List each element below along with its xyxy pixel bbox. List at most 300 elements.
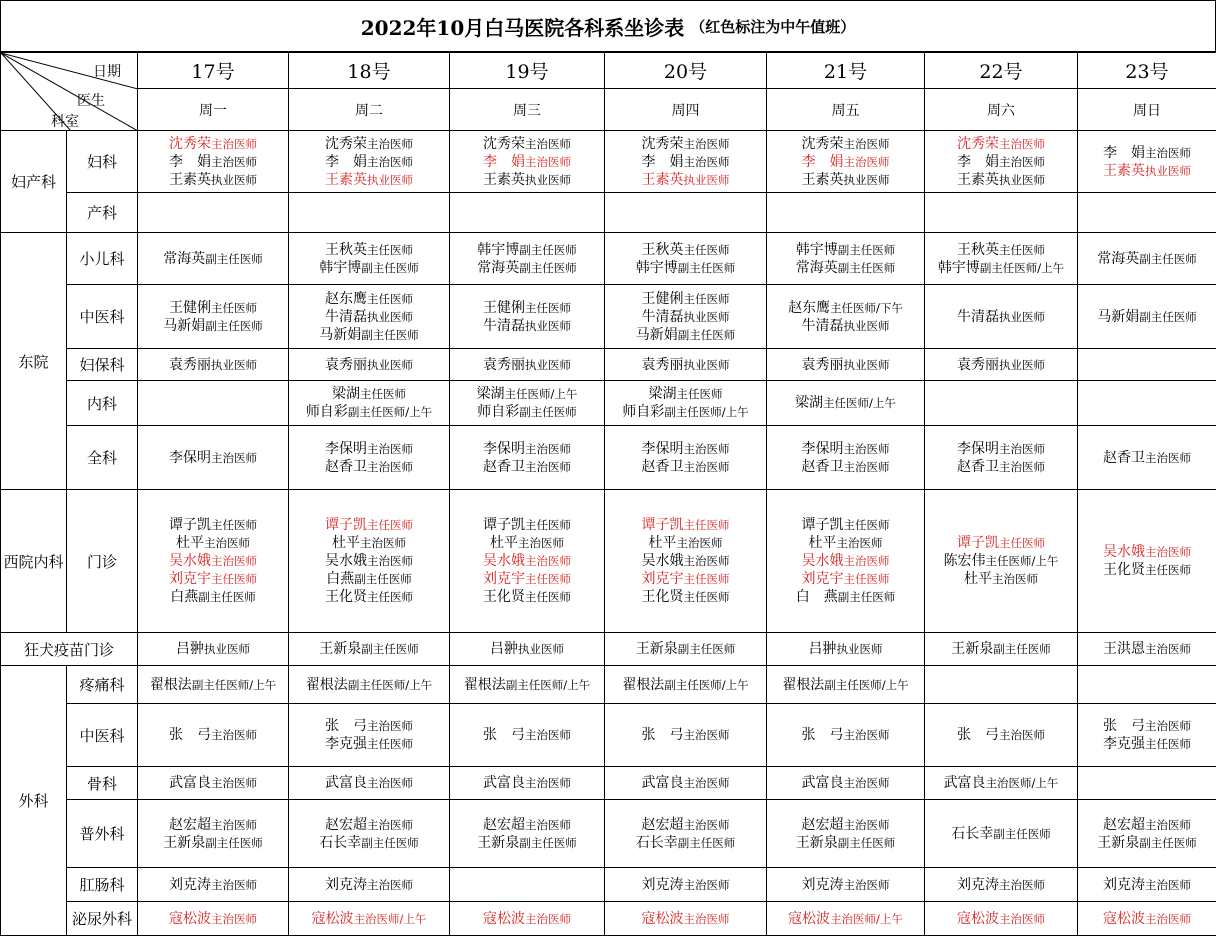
doctor-title: 主任医师: [999, 242, 1045, 257]
schedule-cell: [767, 233, 925, 285]
date-header: 22号: [925, 53, 1078, 89]
doctor-name: 张 弓: [801, 727, 844, 743]
doctor-entry: [289, 259, 449, 277]
doctor-entry: [138, 640, 288, 658]
doctor-name: 翟根法: [463, 676, 506, 693]
schedule-cell: [289, 666, 450, 704]
doctor-title: 主治医师: [683, 441, 730, 456]
schedule-cell: [289, 349, 450, 381]
doctor-name: 王新泉: [795, 834, 838, 851]
doctor-title: 副主任医师: [1139, 251, 1197, 266]
schedule-cell: [450, 193, 605, 233]
schedule-row: [1, 868, 1216, 902]
doctor-entry: [925, 876, 1077, 894]
doctor-title: 副主任医师: [1139, 309, 1197, 324]
schedule-cell: [289, 193, 450, 233]
doctor-entry: [605, 308, 766, 326]
schedule-cell: [138, 490, 289, 633]
doctor-entry: [289, 308, 449, 326]
doctor-name: 沈秀荣: [483, 135, 525, 152]
doctor-entry: [767, 774, 924, 792]
doctor-name: 韩宇博: [477, 241, 520, 258]
doctor-title: 主治医师: [1145, 877, 1191, 892]
doctor-title: 主治医师: [683, 154, 730, 169]
schedule-row: [1, 666, 1216, 704]
schedule-cell: [289, 285, 450, 349]
doctor-entry: [138, 153, 288, 171]
doctor-title: 主治医师: [204, 536, 250, 550]
doctor-name: 王秋英: [641, 241, 684, 258]
doctor-name: 袁秀丽: [957, 356, 999, 373]
doctor-title: 执业医师: [683, 309, 730, 324]
schedule-cell: [605, 285, 767, 349]
doctor-entry: [605, 910, 766, 928]
doctor-entry: [289, 171, 449, 189]
doctor-name: 杜平: [808, 535, 837, 551]
schedule-cell: [289, 704, 450, 767]
doctor-entry: [289, 676, 449, 694]
doctor-name: 赵香卫: [325, 458, 367, 475]
doctor-entry: [767, 259, 924, 277]
doctor-entry: [1078, 561, 1216, 579]
schedule-cell: [605, 490, 767, 633]
dept-label: 科室: [51, 114, 79, 130]
doctor-entry: [1078, 449, 1216, 467]
doctor-entry: [605, 458, 766, 476]
doctor-title: 主治医师: [211, 728, 257, 742]
schedule-cell: [138, 381, 289, 426]
department-cell: 外科: [1, 666, 67, 936]
sub-department-cell: 普外科: [67, 800, 138, 868]
doctor-title: 主任医师: [367, 737, 413, 751]
doctor-name: 袁秀丽: [325, 356, 367, 373]
doctor-name: 李保明: [957, 440, 999, 457]
doctor-title: 主治医师: [1145, 911, 1191, 926]
doctor-name: 韩宇博: [635, 259, 678, 276]
sub-department-cell: 全科: [67, 426, 138, 490]
doctor-name: 刘克涛: [957, 876, 999, 893]
doctor-title: 副主任医师: [205, 318, 263, 333]
doctor-name: 王新泉: [477, 834, 520, 851]
doctor-entry: [450, 317, 604, 335]
doctor-entry: [450, 534, 604, 552]
doctor-name: 吴水娥: [801, 553, 844, 569]
department-cell: 妇产科: [1, 131, 67, 233]
doctor-title: 副主任医师/上午: [979, 260, 1065, 275]
doctor-title: 副主任医师/上午: [347, 677, 433, 692]
doctor-name: 赵宏超: [1103, 816, 1145, 833]
doctor-entry: [450, 385, 604, 403]
doctor-title: 主治医师: [1145, 450, 1191, 465]
doctor-title: 执业医师: [1145, 163, 1191, 178]
doctor-entry: [605, 440, 766, 458]
doctor-entry: [138, 516, 288, 534]
date-header: 21号: [767, 53, 925, 89]
doctor-name: 寇松波: [788, 910, 831, 927]
doctor-entry: [767, 876, 924, 894]
schedule-cell: [138, 193, 289, 233]
doctor-name: 李 娟: [801, 153, 844, 170]
doctor-name: 张 弓: [169, 727, 211, 743]
doctor-entry: [450, 774, 604, 792]
doctor-entry: [138, 299, 288, 317]
schedule-row: [1, 902, 1216, 936]
doctor-entry: [767, 135, 924, 153]
doctor-entry: [138, 317, 288, 335]
schedule-cell: [1078, 349, 1216, 381]
schedule-cell: [289, 381, 450, 426]
doctor-title: 主治医师: [211, 911, 257, 926]
doctor-name: 牛清磊: [957, 308, 999, 325]
doctor-title: 副主任医师: [677, 260, 736, 275]
doctor-name: 谭子凯: [483, 517, 525, 533]
doctor-name: 马新娟: [319, 326, 362, 343]
doctor-entry: [925, 153, 1077, 171]
doctor-title: 副主任医师: [361, 642, 419, 656]
doctor-name: 马新娟: [163, 317, 206, 334]
doctor-entry: [289, 588, 449, 606]
doctor-name: 王健俐: [169, 299, 211, 316]
date-header: 17号: [138, 53, 289, 89]
weekday-header: 周二: [289, 89, 450, 131]
doctor-name: 吕翀: [808, 641, 837, 657]
doctor-name: 刘克涛: [801, 876, 844, 893]
doctor-name: 王素英: [801, 171, 844, 188]
doctor-name: 李保明: [325, 440, 367, 457]
doctor-name: 李 娟: [483, 153, 525, 170]
schedule-cell: [450, 767, 605, 800]
schedule-cell: [289, 490, 450, 633]
doctor-entry: [138, 726, 288, 744]
doctor-entry: [767, 171, 924, 189]
doctor-title: 主任医师: [683, 291, 730, 306]
doctor-name: 王秋英: [325, 241, 367, 258]
doctor-title: 副主任医师/上午: [347, 405, 433, 419]
doctor-title: 执业医师: [518, 642, 564, 656]
doctor-title: 主治医师: [999, 136, 1045, 151]
doctor-name: 白燕: [170, 589, 199, 605]
schedule-cell: [1078, 490, 1216, 633]
doctor-name: 张 弓: [1103, 718, 1145, 734]
doctor-entry: [289, 910, 449, 928]
doctor-title: 主治医师: [1145, 145, 1191, 160]
doctor-name: 吴水娥: [169, 553, 211, 569]
doctor-name: 武富良: [483, 775, 525, 791]
doctor-title: 主治医师: [999, 728, 1045, 742]
date-header: 19号: [450, 53, 605, 89]
doctor-entry: [925, 640, 1077, 658]
doctor-title: 副主任医师: [993, 826, 1051, 841]
doctor-entry: [450, 640, 604, 658]
doctor-entry: [767, 440, 924, 458]
doctor-entry: [925, 726, 1077, 744]
doctor-entry: [925, 910, 1077, 928]
schedule-cell: [138, 233, 289, 285]
doctor-entry: [450, 816, 604, 834]
schedule-cell: [605, 868, 767, 902]
doctor-name: 李 娟: [641, 153, 684, 170]
doctor-title: 副主任医师/上午: [505, 677, 591, 692]
doctor-title: 主任医师/上午: [985, 554, 1059, 568]
doctor-title: 副主任医师/上午: [664, 405, 749, 419]
doctor-entry: [767, 299, 924, 317]
doctor-title: 主治医师: [1145, 642, 1191, 656]
schedule-cell: [450, 633, 605, 666]
doctor-title: 主治医师: [992, 572, 1038, 586]
schedule-cell: [767, 285, 925, 349]
title-note: （红色标注为中午值班）: [690, 17, 856, 36]
schedule-row: [1, 381, 1216, 426]
department-cell: 东院: [1, 233, 67, 490]
doctor-name: 王新泉: [635, 641, 678, 657]
schedule-cell: [289, 131, 450, 193]
doctor-title: 主治医师: [525, 776, 571, 790]
doctor-name: 赵香卫: [801, 458, 844, 475]
doctor-name: 谭子凯: [957, 535, 999, 551]
doctor-name: 马新娟: [1097, 308, 1140, 325]
doctor-entry: [925, 356, 1077, 374]
doctor-name: 吴水娥: [641, 553, 684, 569]
doctor-name: 赵香卫: [957, 458, 999, 475]
schedule-cell: [1078, 426, 1216, 490]
schedule-row: [1, 426, 1216, 490]
doctor-title: 副主任医师: [519, 242, 577, 257]
doctor-title: 主任医师: [843, 518, 890, 532]
doctor-name: 赵香卫: [483, 458, 525, 475]
doctor-title: 主治医师: [683, 817, 730, 832]
doctor-title: 主治医师: [683, 776, 730, 790]
sub-department-cell: 妇科: [67, 131, 138, 193]
doctor-name: 王素英: [957, 171, 999, 188]
doctor-name: 刘克涛: [325, 876, 367, 893]
doctor-name: 寇松波: [169, 910, 211, 927]
doctor-entry: [605, 774, 766, 792]
doctor-title: 主任医师: [683, 572, 730, 586]
doctor-title: 主任医师: [683, 518, 730, 532]
doctor-title: 主任医师: [999, 536, 1045, 550]
doctor-title: 主治医师: [843, 459, 890, 474]
doctor-entry: [289, 290, 449, 308]
doctor-entry: [767, 910, 924, 928]
doctor-name: 赵香卫: [1103, 449, 1145, 466]
doctor-title: 执业医师: [843, 357, 890, 372]
doctor-name: 张 弓: [957, 727, 999, 743]
schedule-cell: [925, 490, 1078, 633]
doctor-entry: [1078, 910, 1216, 928]
schedule-cell: [1078, 193, 1216, 233]
doctor-name: 王健俐: [483, 299, 525, 316]
doctor-title: 主任医师: [211, 572, 257, 586]
doctor-name: 寇松波: [311, 910, 354, 927]
schedule-cell: [1078, 381, 1216, 426]
schedule-cell: [450, 233, 605, 285]
doctor-entry: [450, 516, 604, 534]
doctor-name: 赵东鹰: [788, 299, 831, 316]
doctor-title: 主治医师: [843, 817, 890, 832]
doctor-title: 主治医师: [211, 450, 257, 465]
doctor-entry: [138, 876, 288, 894]
doctor-title: 主任医师: [367, 291, 413, 306]
doctor-name: 石长幸: [951, 825, 994, 842]
doctor-name: 沈秀荣: [169, 135, 211, 152]
schedule-cell: [1078, 285, 1216, 349]
page-title: [0, 0, 1216, 52]
schedule-cell: [1078, 131, 1216, 193]
doctor-name: 寇松波: [957, 910, 999, 927]
schedule-cell: [767, 633, 925, 666]
doctor-name: 韩宇博: [319, 259, 362, 276]
doctor-title: 副主任医师: [205, 251, 263, 266]
doctor-entry: [767, 356, 924, 374]
doctor-title: 主治医师: [367, 776, 413, 790]
schedule-cell: [605, 381, 767, 426]
doctor-title: 主任医师: [367, 590, 413, 604]
doctor-title: 执业医师: [999, 172, 1045, 187]
doctor-name: 沈秀荣: [325, 135, 367, 152]
corner-header: [1, 53, 138, 131]
doctor-title: 副主任医师: [519, 405, 577, 419]
doctor-name: 王洪恩: [1103, 641, 1145, 657]
doctor-entry: [925, 308, 1077, 326]
schedule-cell: [138, 666, 289, 704]
doctor-name: 吴水娥: [1103, 544, 1145, 560]
doctor-name: 王化贤: [483, 589, 525, 605]
doctor-title: 主治医师: [525, 136, 571, 151]
doctor-title: 执业医师: [843, 172, 890, 187]
schedule-cell: [1078, 704, 1216, 767]
schedule-cell: [138, 349, 289, 381]
doctor-name: 谭子凯: [641, 517, 684, 533]
doctor-name: 梁湖: [795, 395, 824, 411]
doctor-title: 主治医师: [999, 154, 1045, 169]
doctor-title: 主治医师: [211, 154, 257, 169]
doctor-entry: [925, 241, 1077, 259]
date-label: 日期: [93, 64, 121, 80]
doctor-name: 王素英: [169, 171, 211, 188]
doctor-entry: [289, 774, 449, 792]
sub-department-cell: 门诊: [67, 490, 138, 633]
doctor-name: 武富良: [801, 775, 844, 791]
doctor-title: 主任医师: [525, 590, 571, 604]
schedule-row: [1, 131, 1216, 193]
doctor-entry: [605, 516, 766, 534]
doctor-name: 马新娟: [635, 326, 678, 343]
doctor-name: 常海英: [795, 259, 838, 276]
doctor-name: 杜平: [490, 535, 518, 551]
doctor-title: 副主任医师: [205, 835, 263, 850]
schedule-cell: [1078, 800, 1216, 868]
doctor-title: 主治医师: [525, 459, 571, 474]
doctor-title: 主任医师: [525, 518, 571, 532]
schedule-row: [1, 349, 1216, 381]
doctor-name: 牛清磊: [325, 308, 367, 325]
doctor-title: 主任医师/上午: [823, 396, 896, 410]
doctor-entry: [767, 153, 924, 171]
doctor-name: 师自彩: [477, 404, 520, 420]
schedule-cell: [925, 349, 1078, 381]
doctor-title: 主任医师: [683, 590, 730, 604]
schedule-cell: [138, 426, 289, 490]
doctor-name: 李保明: [483, 440, 525, 457]
doctor-entry: [138, 135, 288, 153]
doctor-title: 副主任医师: [993, 642, 1051, 656]
sub-department-cell: 妇保科: [67, 349, 138, 381]
doctor-entry: [1078, 144, 1216, 162]
doctor-name: 常海英: [477, 259, 520, 276]
doctor-name: 沈秀荣: [801, 135, 844, 152]
doctor-entry: [450, 403, 604, 421]
doctor-title: 主任医师: [676, 387, 723, 401]
doctor-entry: [925, 825, 1077, 843]
doctor-name: 吴水娥: [325, 553, 367, 569]
doctor-label: 医生: [77, 93, 105, 109]
doctor-entry: [925, 458, 1077, 476]
doctor-name: 吴水娥: [483, 553, 525, 569]
doctor-name: 李克强: [1103, 736, 1145, 752]
schedule-row: [1, 490, 1216, 633]
doctor-name: 刘克涛: [1103, 876, 1145, 893]
doctor-title: 主治医师/上午: [353, 911, 427, 926]
doctor-entry: [289, 834, 449, 852]
schedule-cell: [767, 800, 925, 868]
doctor-title: 执业医师: [999, 309, 1045, 324]
doctor-entry: [767, 552, 924, 570]
doctor-entry: [138, 834, 288, 852]
doctor-name: 常海英: [163, 250, 206, 267]
schedule-cell: [138, 633, 289, 666]
schedule-cell: [925, 381, 1078, 426]
doctor-title: 副主任医师/上午: [191, 677, 277, 692]
schedule-cell: [1078, 902, 1216, 936]
doctor-entry: [289, 153, 449, 171]
doctor-name: 杜平: [964, 571, 992, 587]
doctor-entry: [605, 356, 766, 374]
doctor-name: 赵香卫: [641, 458, 684, 475]
schedule-cell: [925, 868, 1078, 902]
schedule-cell: [605, 704, 767, 767]
doctor-title: 执业医师: [204, 642, 250, 656]
schedule-cell: [289, 233, 450, 285]
doctor-entry: [450, 834, 604, 852]
doctor-title: 主任医师: [1145, 563, 1191, 577]
schedule-cell: [289, 902, 450, 936]
schedule-cell: [925, 800, 1078, 868]
doctor-entry: [605, 403, 766, 421]
doctor-entry: [450, 241, 604, 259]
doctor-entry: [138, 534, 288, 552]
doctor-title: 主治医师: [843, 877, 890, 892]
doctor-entry: [138, 449, 288, 467]
doctor-title: 副主任医师/上午: [824, 677, 909, 692]
schedule-cell: [450, 381, 605, 426]
doctor-entry: [605, 726, 766, 744]
doctor-title: 主任医师: [1145, 737, 1191, 751]
doctor-name: 袁秀丽: [641, 356, 684, 373]
doctor-entry: [767, 458, 924, 476]
schedule-cell: [925, 193, 1078, 233]
doctor-name: 梁湖: [648, 386, 677, 402]
doctor-title: 主治医师: [367, 719, 413, 733]
doctor-entry: [767, 317, 924, 335]
doctor-entry: [289, 356, 449, 374]
doctor-name: 李 娟: [1103, 144, 1145, 161]
schedule-row: [1, 285, 1216, 349]
schedule-cell: [767, 131, 925, 193]
doctor-name: 刘克涛: [641, 876, 684, 893]
doctor-title: 主治医师: [525, 728, 571, 742]
doctor-entry: [605, 290, 766, 308]
schedule-cell: [138, 902, 289, 936]
